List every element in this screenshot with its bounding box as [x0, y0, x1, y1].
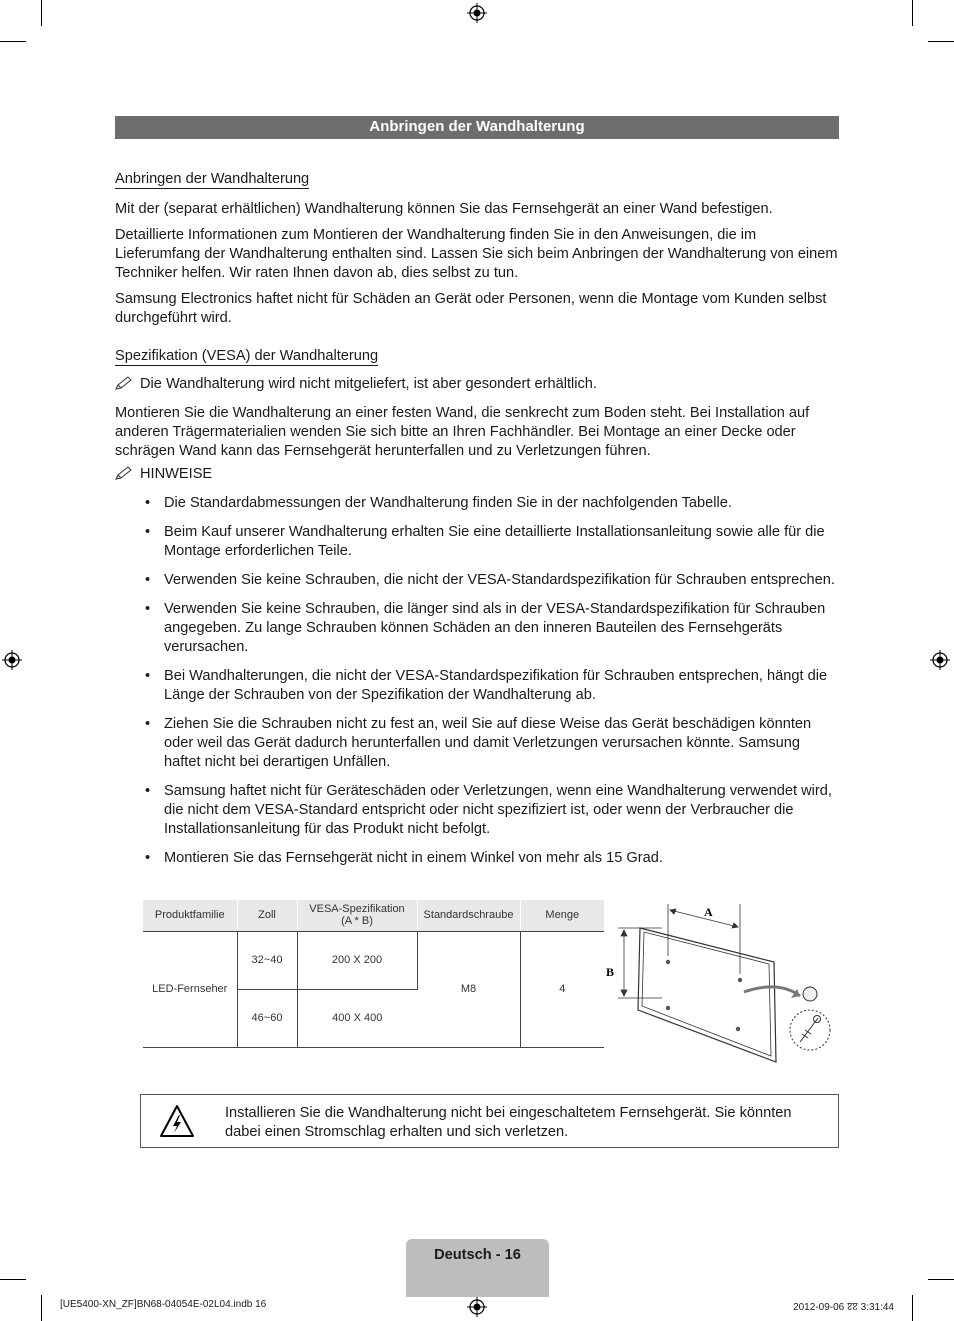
crop-mark	[41, 1295, 42, 1321]
dimension-lines	[618, 904, 740, 998]
crop-mark	[0, 41, 26, 42]
registration-mark-icon	[467, 1297, 487, 1317]
table-header: Produktfamilie	[143, 900, 237, 931]
table-cell: 200 X 200	[297, 931, 417, 989]
table-cell: 46~60	[237, 989, 297, 1047]
pencil-note-icon	[115, 466, 133, 480]
high-voltage-warning-icon	[159, 1103, 195, 1139]
paragraph: Detaillierte Informationen zum Montieren der Wandhalterung finden Sie in den Anweisungen, die im Lieferumfang der Wandhalterung enthalten sind. Lassen Sie sich beim Anbringen der Wandhalterung von einem Techniker helfen. Wir raten Ihnen davon ab, dies selbst zu tun.	[115, 227, 838, 281]
table-header: Menge	[520, 900, 604, 931]
crop-mark	[928, 41, 954, 42]
list-item: • Bei Wandhalterungen, die nicht der VESA-Standardspezifikation für Schrauben entsprechen, hängt die Länge der Schrauben von der Spezifikation der Wandhalterung ab.	[115, 667, 839, 705]
table-cell: 4	[520, 931, 604, 1047]
screw-icon	[803, 987, 817, 1001]
page-number: Deutsch - 16	[406, 1239, 549, 1297]
section-heading: Spezifikation (VESA) der Wandhalterung	[115, 348, 379, 364]
paragraph: Montieren Sie die Wandhalterung an einer festen Wand, die senkrecht zum Boden steht. Bei Installation auf anderen Trägermaterialien wenden Sie sich bitte an Ihren Fachhändler. Bei Montage an einer Decke oder schrägen Wand kann das Fernsehgerät herunterfallen und zu Verletzungen führen.	[115, 405, 810, 459]
crop-mark	[912, 0, 913, 26]
section-vesa	[115, 347, 839, 868]
screw-holes	[666, 960, 742, 1031]
table-cell: LED-Fernseher	[143, 931, 237, 1047]
vesa-spec-table	[143, 900, 604, 1048]
pencil-note-icon	[115, 376, 133, 390]
dimension-label-a: A	[704, 905, 713, 919]
table-cell: M8	[417, 931, 520, 1047]
list-item: • Die Standardabmessungen der Wandhalterung finden Sie in der nachfolgenden Tabelle.	[115, 494, 839, 513]
table-header-line: (A * B)	[341, 915, 373, 928]
section-mount	[115, 170, 839, 328]
screw-closeup-icon	[800, 1016, 821, 1043]
registration-mark-icon	[2, 650, 22, 670]
list-item: • Beim Kauf unserer Wandhalterung erhalten Sie eine detaillierte Installationsanleitung sowie alle für die Montage erforderlichen Teile.	[115, 523, 839, 561]
list-item: • Verwenden Sie keine Schrauben, die länger sind als in der VESA-Standardspezifikation für Schrauben angegeben. Zu lange Schrauben können Schäden an den inneren Bauteilen des Fernsehgeräts verursachen.	[115, 600, 839, 657]
table-header-line: VESA-Spezifikation	[309, 903, 405, 916]
list-item: • Montieren Sie das Fernsehgerät nicht in einem Winkel von mehr als 15 Grad.	[115, 849, 839, 868]
crop-mark	[41, 0, 42, 26]
crop-mark	[928, 1279, 954, 1280]
note-text: Die Wandhalterung wird nicht mitgeliefert, ist aber gesondert erhältlich.	[140, 376, 597, 392]
warning-box	[140, 1094, 839, 1148]
note	[115, 375, 839, 394]
list-item: • Verwenden Sie keine Schrauben, die nicht der VESA-Standardspezifikation für Schrauben entsprechen.	[115, 571, 839, 590]
registration-mark-icon	[930, 650, 950, 670]
paragraph: Samsung Electronics haftet nicht für Schäden an Gerät oder Personen, wenn die Montage vom Kunden selbst durchgeführt wird.	[115, 291, 827, 326]
crop-mark	[0, 1279, 26, 1280]
list-item: • Samsung haftet nicht für Geräteschäden oder Verletzungen, wenn eine Wandhalterung verwendet wird, die nicht dem VESA-Standard entspricht oder nicht spezifiziert ist, oder wenn der Verbraucher die Installationsanleitung für das Produkt nicht befolgt.	[115, 782, 839, 839]
note-text: HINWEISE	[140, 466, 213, 482]
table-header	[297, 900, 417, 931]
list-item: • Ziehen Sie die Schrauben nicht zu fest an, weil Sie auf diese Weise das Gerät beschädigen könnten oder weil das Gerät dadurch herunterfallen und damit Verletzungen verursachen könnte. Samsung haftet nicht bei derartigen Unfällen.	[115, 715, 839, 772]
note	[115, 465, 839, 484]
table-header-row	[143, 900, 604, 931]
notes-list	[115, 494, 839, 868]
registration-mark-icon	[467, 3, 487, 23]
footer-file-name: [UE5400-XN_ZF]BN68-04054E-02L04.indb 16	[60, 1299, 267, 1310]
table-cell: 32~40	[237, 931, 297, 989]
table-header: Zoll	[237, 900, 297, 931]
table-cell: 400 X 400	[297, 989, 417, 1047]
page-title: Anbringen der Wandhalterung	[115, 116, 839, 139]
warning-text: Installieren Sie die Wandhalterung nicht bei eingeschaltetem Fernsehgerät. Sie könnten dabei einen Stromschlag erhalten und sich verletzen.	[225, 1105, 792, 1140]
paragraph: Mit der (separat erhältlichen) Wandhalterung können Sie das Fernsehgerät an einer Wand befestigen.	[115, 201, 773, 217]
zoom-arrow	[744, 987, 800, 996]
main-content	[115, 170, 839, 878]
dimension-label-b: B	[606, 965, 615, 979]
screw-detail-icon	[790, 1010, 830, 1050]
table-header: Standardschraube	[417, 900, 520, 931]
section-heading: Anbringen der Wandhalterung	[115, 171, 310, 187]
crop-mark	[912, 1295, 913, 1321]
footer-timestamp: 2012-09-06 ꠐꠐ 3:31:44	[793, 1302, 894, 1313]
tv-back-outline	[638, 928, 776, 1062]
wall-mount-diagram	[604, 896, 838, 1066]
table-row	[143, 931, 604, 989]
